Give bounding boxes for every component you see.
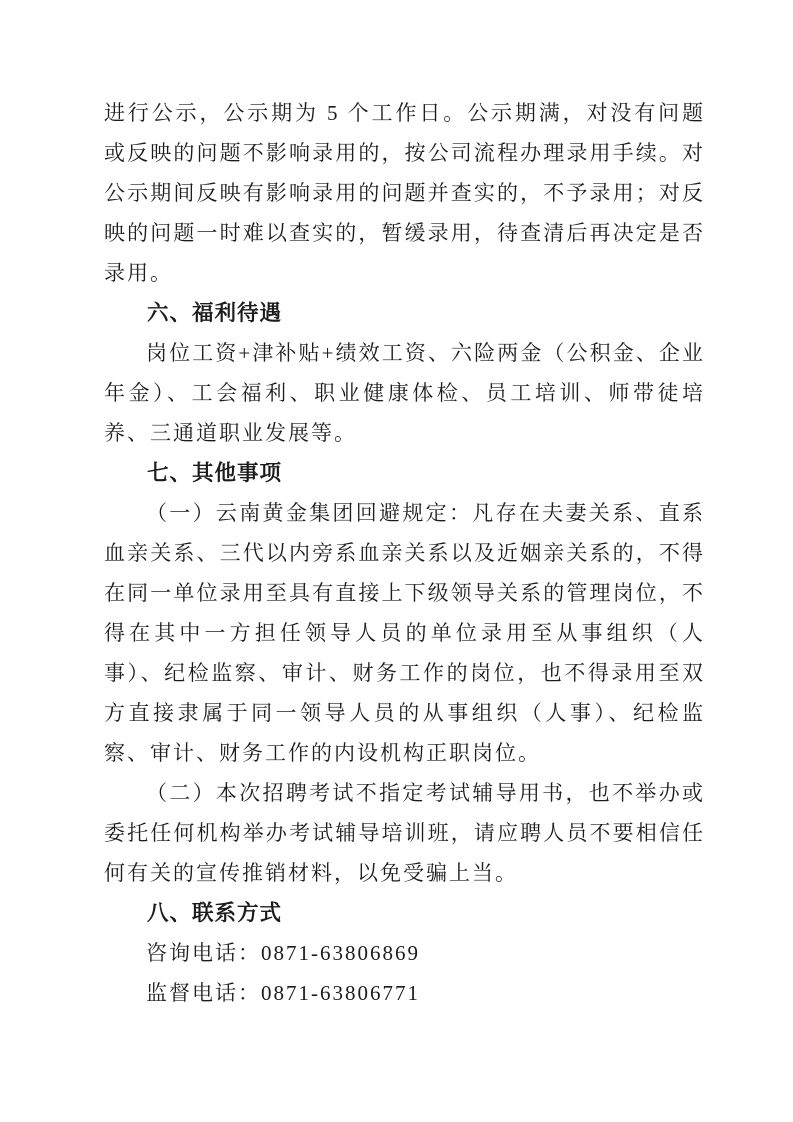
section-heading-other-matters: 七、其他事项 [147, 461, 283, 485]
contact-phone-supervise: 监督电话：0871-63806771 [146, 981, 420, 1005]
paragraph-publicity-continuation: 进行公示，公示期为 5 个工作日。公示期满，对没有问题或反映的问题不影响录用的，按公司流程办理录用手续。对公示期间反映有影响录用的问题并查实的，不予录用；对反映的问题一时难以查实的，暂缓录用，待查清后再决定是否录用。 [104, 101, 705, 285]
section-heading-welfare: 六、福利待遇 [147, 301, 283, 325]
contact-phone-consult: 咨询电话：0871-63806869 [146, 941, 420, 965]
paragraph-welfare-details: 岗位工资+津补贴+绩效工资、六险两金（公积金、企业年金）、工会福利、职业健康体检、员工培训、师带徒培养、三通道职业发展等。 [104, 341, 705, 445]
paragraph-avoidance-rule: （一）云南黄金集团回避规定：凡存在夫妻关系、直系血亲关系、三代以内旁系血亲关系以及近姻亲关系的，不得在同一单位录用至具有直接上下级领导关系的管理岗位，不得在其中一方担任领导人员的单位录用至从事组织（人事）、纪检监察、审计、财务工作的岗位，也不得录用至双方直接隶属于同一领导人员的从事组织（人事）、纪检监察、审计、财务工作的内设机构正职岗位。 [104, 501, 705, 765]
paragraph-no-training-notice: （二）本次招聘考试不指定考试辅导用书，也不举办或委托任何机构举办考试辅导培训班，请应聘人员不要相信任何有关的宣传推销材料，以免受骗上当。 [104, 781, 705, 885]
section-heading-contact: 八、联系方式 [147, 901, 283, 925]
